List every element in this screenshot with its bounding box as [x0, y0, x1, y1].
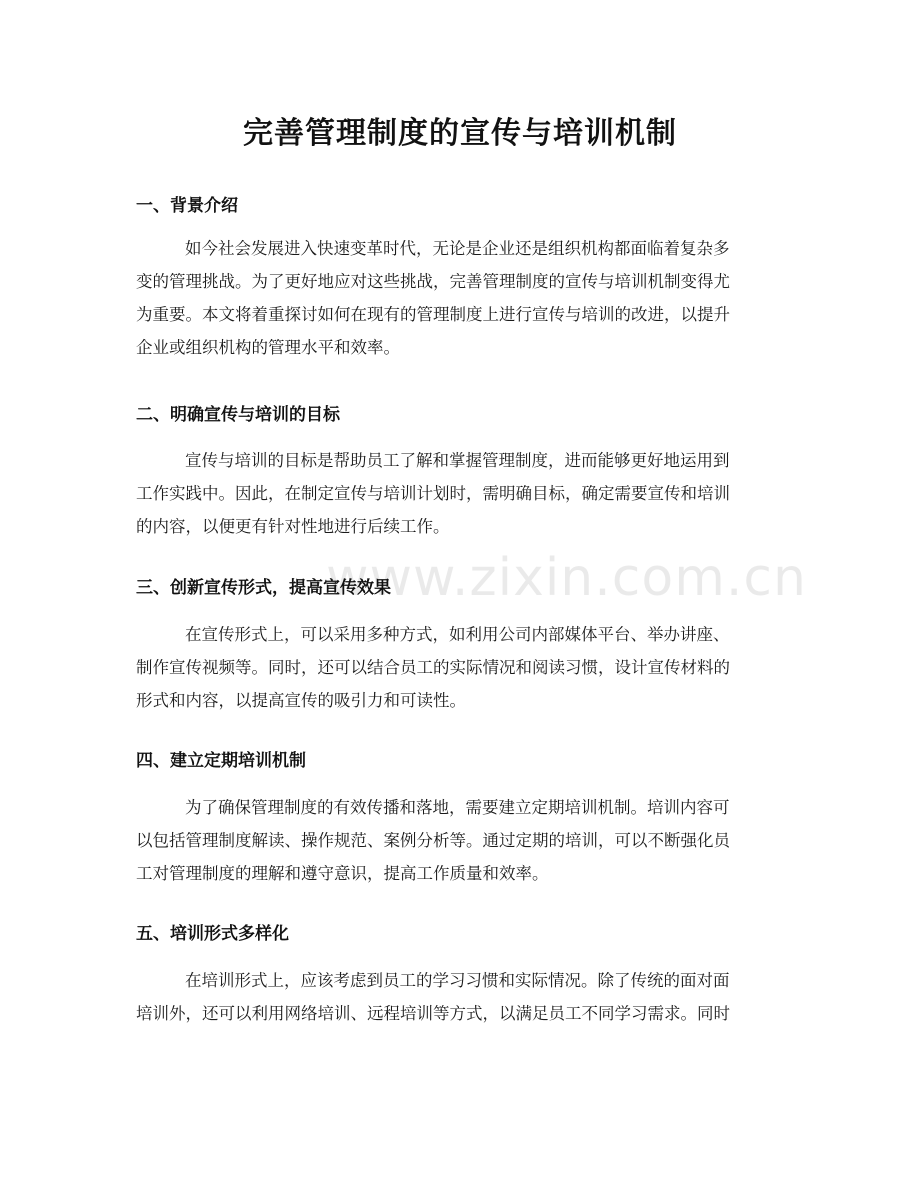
section-paragraph-background [136, 232, 784, 364]
paragraph-line: 制作宣传视频等。同时，还可以结合员工的实际情况和阅读习惯，设计宣传材料的 [136, 658, 730, 677]
page-title: 完善管理制度的宣传与培训机制 [243, 116, 677, 151]
paragraph-line: 变的管理挑战。为了更好地应对这些挑战，完善管理制度的宣传与培训机制变得尤 [136, 272, 730, 291]
section-heading-goals: 二、明确宣传与培训的目标 [136, 405, 340, 425]
section-heading-diverse-training: 五、培训形式多样化 [136, 924, 289, 944]
paragraph-line: 形式和内容，以提高宣传的吸引力和可读性。 [136, 691, 466, 710]
paragraph-line: 为了确保管理制度的有效传播和落地，需要建立定期培训机制。培训内容可 [185, 798, 730, 817]
section-paragraph-goals [136, 444, 784, 543]
watermark: www.zixin.com.cn [326, 548, 807, 608]
section-paragraph-periodic-training [136, 791, 784, 890]
paragraph-line: 为重要。本文将着重探讨如何在现有的管理制度上进行宣传与培训的改进，以提升 [136, 305, 730, 324]
section-paragraph-innovation [136, 618, 784, 717]
paragraph-line: 在培训形式上，应该考虑到员工的学习习惯和实际情况。除了传统的面对面 [185, 971, 730, 990]
section-paragraph-diverse-training [136, 964, 784, 1030]
section-heading-innovation: 三、创新宣传形式，提高宣传效果 [136, 578, 391, 598]
paragraph-line: 在宣传形式上，可以采用多种方式，如利用公司内部媒体平台、举办讲座、 [185, 625, 730, 644]
paragraph-line: 企业或组织机构的管理水平和效率。 [136, 338, 400, 357]
section-heading-background: 一、背景介绍 [136, 196, 238, 216]
paragraph-line: 工作实践中。因此，在制定宣传与培训计划时，需明确目标，确定需要宣传和培训 [136, 484, 730, 503]
paragraph-line: 以包括管理制度解读、操作规范、案例分析等。通过定期的培训，可以不断强化员 [136, 831, 730, 850]
paragraph-line: 如今社会发展进入快速变革时代，无论是企业还是组织机构都面临着复杂多 [185, 239, 730, 258]
paragraph-line: 的内容，以便更有针对性地进行后续工作。 [136, 517, 450, 536]
paragraph-line: 宣传与培训的目标是帮助员工了解和掌握管理制度，进而能够更好地运用到 [185, 451, 730, 470]
paragraph-line: 工对管理制度的理解和遵守意识，提高工作质量和效率。 [136, 864, 549, 883]
paragraph-line: 培训外，还可以利用网络培训、远程培训等方式，以满足员工不同学习需求。同时 [136, 1004, 730, 1023]
section-heading-periodic-training: 四、建立定期培训机制 [136, 751, 306, 771]
